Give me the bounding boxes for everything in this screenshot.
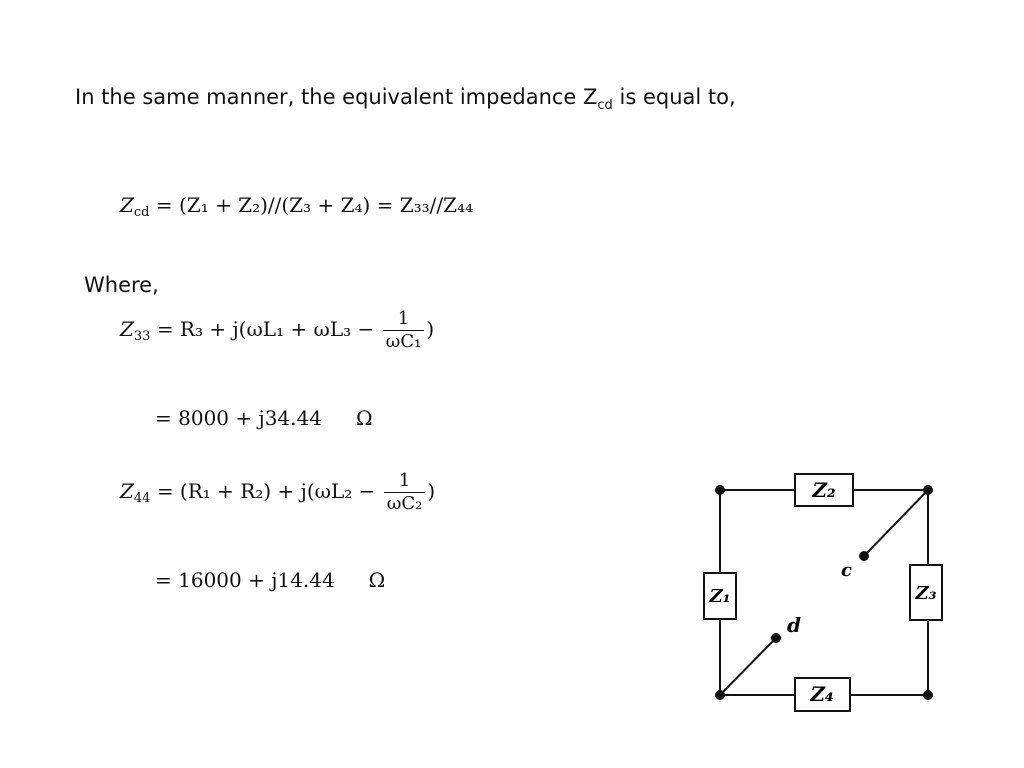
impedance-z3 (910, 565, 942, 620)
node-d-label: d (787, 613, 801, 637)
equation-z44-rhs: = (R₁ + R₂) + j(ωL₂ − (156, 479, 376, 503)
equation-z44-denominator: ωC₂ (386, 493, 423, 514)
equation-z33-value-text: = 8000 + j34.44 (155, 406, 322, 430)
z3-label: Z₃ (915, 583, 937, 604)
equation-z44-lhs-sub: 44 (133, 491, 151, 506)
equation-zcd-rhs: = (Z₁ + Z₂)//(Z₃ + Z₄) = Z₃₃//Z₄₄ (155, 193, 474, 217)
node-d (771, 633, 781, 643)
equation-z33 (120, 308, 434, 353)
equation-z33-lhs-sub: 33 (133, 329, 151, 344)
where-label: Where, (84, 273, 159, 297)
impedance-z4 (795, 678, 850, 711)
equation-z33-value (155, 403, 373, 433)
equation-zcd-lhs: Z (120, 193, 134, 217)
intro-text-after: is equal to, (612, 85, 736, 109)
node-bottom-left (715, 690, 725, 700)
equation-z33-fraction (383, 308, 425, 353)
node-bottom-right (923, 690, 933, 700)
ohm-unit: Ω (368, 568, 386, 592)
intro-text (75, 82, 736, 121)
node-top-left (715, 485, 725, 495)
node-top-right (923, 485, 933, 495)
equation-z44 (120, 470, 435, 515)
equation-z44-fraction (384, 470, 426, 515)
circuit-wires (720, 490, 928, 695)
equation-z33-denominator: ωC₁ (385, 331, 422, 352)
equation-z44-numerator: 1 (384, 470, 426, 493)
z4-label: Z₄ (810, 682, 834, 706)
ohm-unit: Ω (355, 406, 373, 430)
equation-z33-close: ) (426, 317, 435, 341)
equation-zcd (120, 190, 473, 228)
equation-z33-lhs: Z (120, 317, 134, 341)
impedance-z1 (704, 573, 736, 619)
bridge-circuit-diagram (690, 460, 960, 720)
wire-to-node-d (720, 638, 776, 695)
wire-to-node-c (864, 490, 928, 556)
equation-z44-value (155, 565, 385, 595)
impedance-z2 (795, 474, 853, 506)
z1-label: Z₁ (709, 586, 731, 607)
equation-z33-numerator: 1 (383, 308, 425, 331)
equation-z44-close: ) (427, 479, 436, 503)
intro-text-subscript: cd (597, 98, 613, 113)
equation-z33-rhs: = R₃ + j(ωL₁ + ωL₃ − (156, 317, 375, 341)
intro-text-before: In the same manner, the equivalent impedance Z (75, 85, 598, 109)
node-c-label: c (841, 560, 852, 581)
equation-z44-value-text: = 16000 + j14.44 (155, 568, 335, 592)
z2-label: Z₂ (812, 478, 836, 502)
node-c (859, 551, 869, 561)
equation-z44-lhs: Z (120, 479, 134, 503)
equation-zcd-lhs-sub: cd (133, 205, 150, 220)
